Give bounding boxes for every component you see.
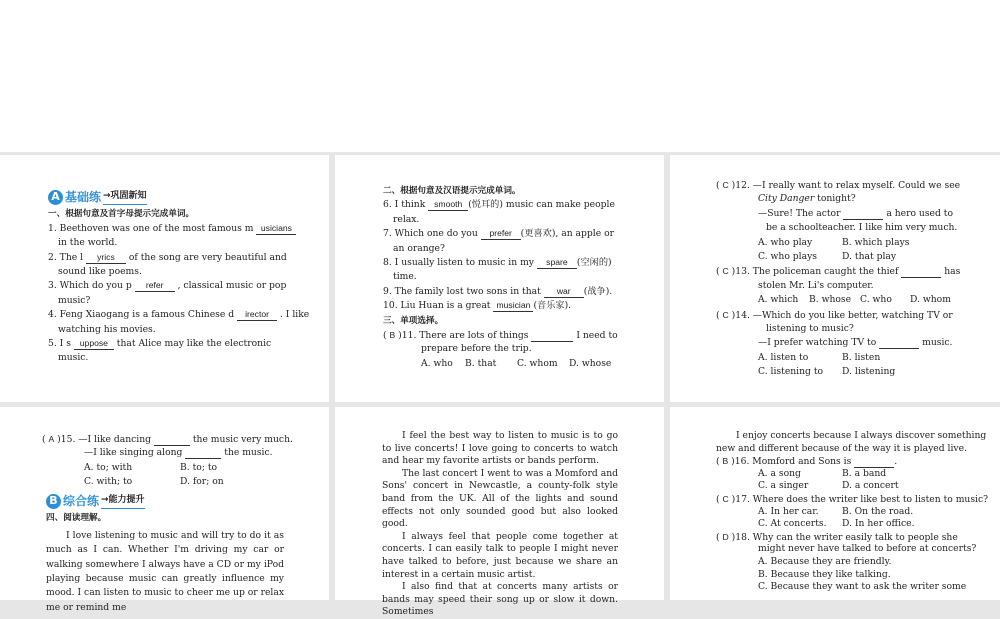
question-5: 5. I s uppose that Alice may like the electronic: [48, 337, 272, 349]
answer-9: war: [544, 286, 584, 298]
page-panel-2: [335, 155, 664, 402]
option-c: C. listening to: [758, 366, 824, 378]
question-13: ( C )13. The policeman caught the thief has: [716, 266, 961, 278]
option-c: C. whom: [517, 357, 558, 369]
passage-paragraph-3: The last concert I went to was a Momford and Sons' concert in Newcastle, a county-folk style band from the UK. All of the lights and sound effects not only sounded good but also looked good.: [382, 467, 618, 530]
question-11-options: [383, 357, 655, 371]
answer-1: usicians: [256, 223, 296, 235]
option-d: D. whom: [910, 294, 951, 306]
section-heading-2: 二、根据句意及汉语提示完成单词。: [383, 186, 521, 196]
question-1-cont: in the world.: [58, 237, 118, 249]
section-b-subtitle: →能力提升: [101, 493, 145, 509]
option-d: D. for; on: [180, 476, 224, 488]
answer-8: spare: [537, 257, 577, 269]
answer-15: A: [48, 434, 55, 444]
option-b: B. On the road.: [842, 505, 914, 517]
question-14: ( C )14. —Which do you like better, watching TV or: [716, 309, 953, 321]
question-17-options: [716, 506, 996, 519]
passage-paragraph-2: I feel the best way to listen to music is to go to live concerts! I love going to concerts to watch and hear my favorite artists or bands perform.: [382, 430, 618, 467]
option-c: C. At concerts.: [758, 518, 827, 530]
section-b-badge: [46, 493, 284, 509]
question-17: ( C )17. Where does the writer like best to listen to music?: [716, 493, 989, 505]
section-a-badge: [48, 189, 318, 205]
answer-4: irector: [237, 309, 277, 321]
question-16: ( B )16. Momford and Sons is .: [716, 456, 898, 468]
page-panel-6: [670, 407, 1000, 600]
question-12-reply-cont: be a schoolteacher. I like him very much.: [766, 222, 958, 234]
answer-2: yrics: [86, 252, 126, 264]
passage-paragraph-5: I also find that at concerts many artists or bands may speed their song up or slow it down. Sometimes: [382, 581, 618, 618]
answer-16: B: [722, 456, 729, 467]
top-blank-area: [0, 0, 1000, 152]
page-panel-5: [335, 407, 664, 618]
answer-13: C: [722, 266, 729, 277]
question-15-options: [42, 461, 284, 475]
question-4-cont: watching his movies.: [58, 323, 156, 335]
question-15-options-2: [42, 475, 284, 489]
section-a-name: 基础练: [65, 190, 102, 204]
option-b: B. a band: [842, 467, 887, 479]
answer-17: C: [722, 493, 729, 504]
question-13-options: [716, 293, 1000, 307]
question-3-cont: music?: [58, 294, 91, 306]
question-14-reply: —I prefer watching TV to music.: [758, 337, 953, 349]
question-7-cont: an orange?: [393, 242, 445, 254]
option-b: B. to; to: [180, 461, 218, 473]
section-b-name: 综合练: [63, 494, 100, 508]
question-2-cont: sound like poems.: [58, 265, 142, 277]
question-17-options-2: [716, 518, 996, 531]
section-b-letter: B: [46, 494, 61, 509]
section-a-subtitle: →巩固新知: [103, 189, 147, 205]
option-c: C. with; to: [84, 476, 133, 488]
passage-paragraph-1: I love listening to music and will try to do it as much as I can. Whether I'm driving my car or walking somewhere I always have a CD or my iPod playing because music can greatly influence my mood. I can listen to music to cheer me up or relax me or remind me: [46, 529, 285, 613]
answer-10: musician: [493, 300, 533, 312]
option-c: C. a singer: [758, 480, 809, 492]
option-a: A. a song: [758, 467, 801, 479]
section-heading-3: 三、单项选择。: [383, 315, 444, 326]
answer-7: prefer: [481, 228, 521, 240]
question-8: 8. I usually listen to music in my spare (空闲的): [383, 256, 612, 268]
question-12: ( C )12. —I really want to relax myself. Could we see: [716, 180, 961, 191]
option-b: B. Because they like talking.: [758, 568, 891, 580]
option-b: B. which plays: [842, 236, 910, 248]
question-6-cont: relax.: [393, 213, 420, 225]
option-d: D. In her office.: [842, 518, 915, 530]
option-a: A. In her car.: [758, 505, 819, 517]
answer-3: refer: [135, 280, 175, 292]
page-panel-3: [670, 155, 1000, 402]
question-8-cont: time.: [393, 271, 417, 283]
question-5-cont: music.: [58, 352, 89, 364]
section-a-letter: A: [48, 190, 63, 205]
answer-18: D: [722, 531, 729, 542]
question-18-cont: might never have talked to before at concerts?: [758, 543, 977, 555]
question-7: 7. Which one do you prefer (更喜欢), an apple or: [383, 228, 615, 240]
question-10: 10. Liu Huan is a great musician (音乐家).: [383, 300, 572, 312]
page-panel-1: [0, 155, 329, 402]
option-a: A. to; with: [84, 461, 133, 473]
answer-12: C: [722, 180, 729, 190]
answer-5: uppose: [74, 338, 114, 350]
question-12-options: [716, 236, 1000, 250]
option-a: A. Because they are friendly.: [758, 555, 892, 567]
option-d: D. listening: [842, 366, 896, 378]
question-16-options: [716, 468, 996, 481]
question-9: 9. The family lost two sons in that war (战争).: [383, 285, 613, 297]
section-heading-4: 四、阅读理解。: [46, 513, 107, 524]
answer-11: B: [389, 329, 396, 340]
question-11-cont: prepare before the trip.: [421, 343, 532, 355]
option-d: D. a concert: [842, 480, 899, 492]
option-c: C. who plays: [758, 250, 817, 262]
question-12-options-2: [716, 250, 1000, 264]
question-14-options: [716, 351, 1000, 365]
option-d: D. whose: [569, 357, 612, 369]
option-a: A. which: [758, 294, 799, 306]
passage-paragraph-4: I always feel that people come together at concerts. I can easily talk to people I might never have talked to before, just because we share an interest in a certain music artist.: [382, 530, 618, 580]
question-14-cont: listening to music?: [766, 322, 854, 334]
question-4: 4. Feng Xiaogang is a famous Chinese d irector . I like: [48, 309, 310, 321]
question-18: ( D )18. Why can the writer easily talk to people she: [716, 531, 958, 543]
question-12-cont: City Danger tonight?: [758, 193, 856, 205]
question-11: ( B )11. There are lots of things I need to: [383, 329, 618, 341]
option-b: B. whose: [809, 294, 852, 306]
question-13-cont: stolen Mr. Li's computer.: [758, 279, 874, 291]
question-3: 3. Which do you p refer , classical music or pop: [48, 280, 287, 292]
answer-6: smooth: [428, 199, 468, 211]
answer-14: C: [722, 309, 729, 320]
question-15: ( A )15. —I like dancing the music very much.: [42, 434, 293, 445]
question-12-reply: —Sure! The actor a hero used to: [758, 207, 954, 219]
question-2: 2. The l yrics of the song are very beautiful and: [48, 251, 287, 263]
option-a: A. listen to: [758, 351, 809, 363]
section-heading-1: 一、根据句意及首字母提示完成单词。: [48, 209, 195, 220]
option-c: C. Because they want to ask the writer some: [758, 581, 967, 593]
question-16-options-2: [716, 480, 996, 493]
option-b: B. that: [465, 357, 497, 369]
question-1: 1. Beethoven was one of the most famous m usicians: [48, 222, 318, 236]
question-14-options-2: [716, 365, 1000, 379]
question-15-reply: —I like singing along the music.: [84, 447, 273, 459]
option-c: C. who: [860, 294, 892, 306]
passage-intro-1: I enjoy concerts because I always discover something: [736, 430, 987, 441]
option-a: A. who play: [758, 236, 813, 248]
question-6: 6. I think smooth (悦耳的) music can make people: [383, 199, 615, 211]
option-b: B. listen: [842, 351, 881, 363]
option-a: A. who: [421, 357, 453, 369]
option-d: D. that play: [842, 250, 897, 262]
page-panel-4: [0, 407, 329, 613]
passage-intro-2: new and different because of the way it is played live.: [716, 442, 967, 454]
